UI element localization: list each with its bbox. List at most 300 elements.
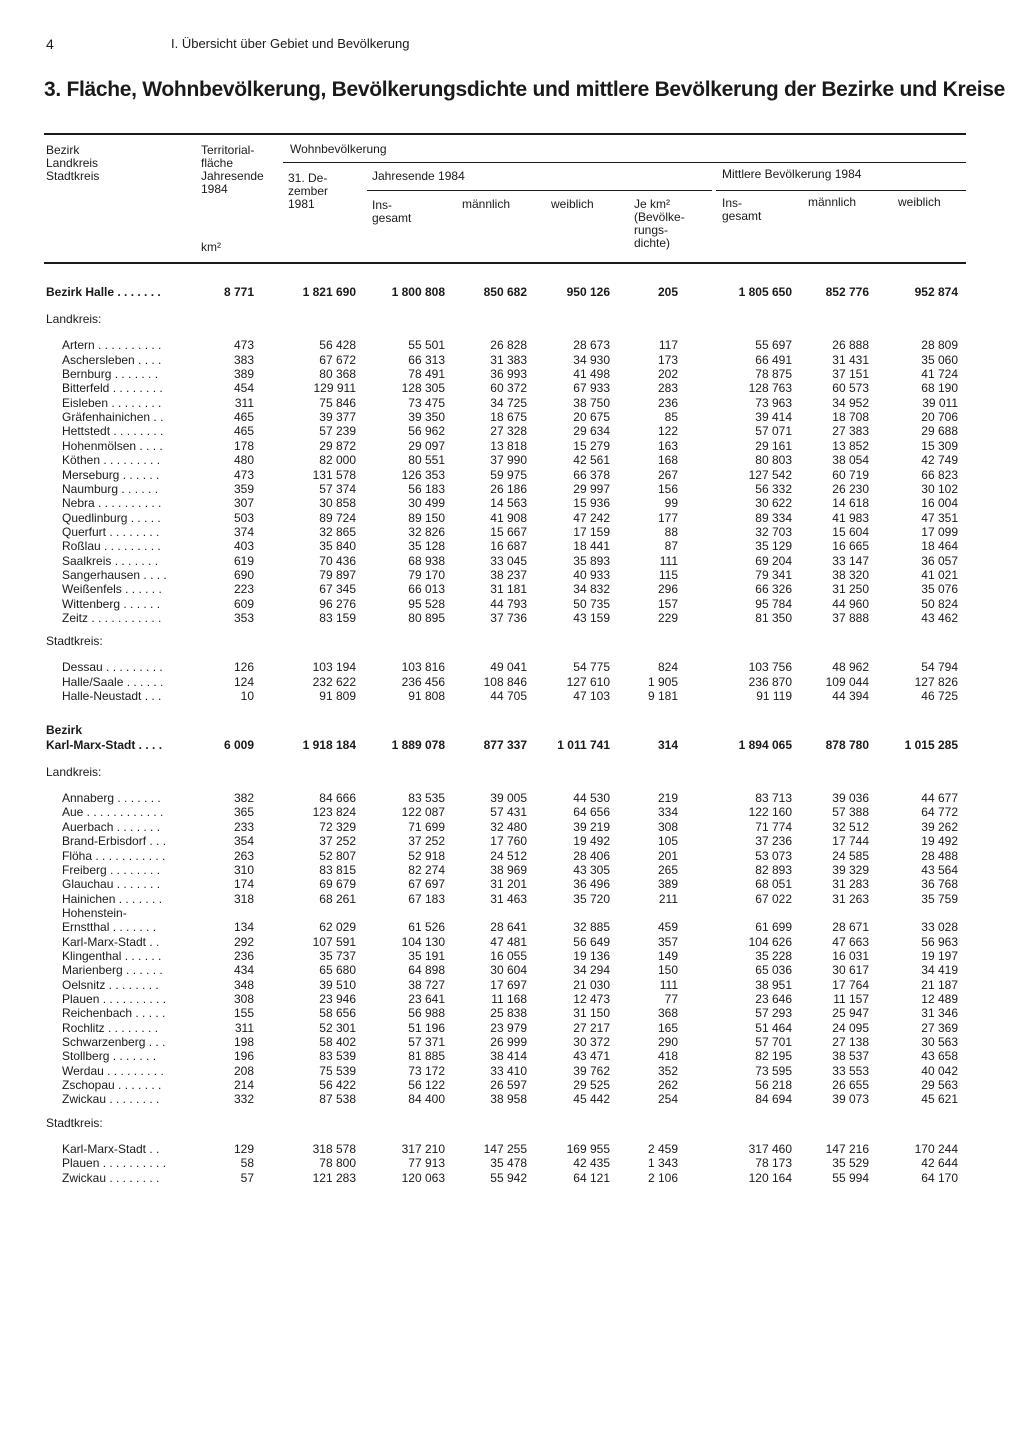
cell-flaeche: 129 bbox=[233, 1141, 254, 1156]
cell-dez-1981: 23 946 bbox=[319, 992, 356, 1006]
cell-insgesamt: 89 150 bbox=[408, 510, 445, 525]
cell-insgesamt: 95 528 bbox=[408, 596, 445, 611]
wohnbev-rule bbox=[283, 162, 966, 163]
table-row bbox=[0, 689, 1024, 703]
cell-dez-1981: 78 800 bbox=[319, 1156, 356, 1171]
cell-mittel-weiblich: 35 759 bbox=[921, 891, 958, 906]
cell-mittel-weiblich: 29 563 bbox=[921, 1078, 958, 1093]
cell-mittel-maennlich: 26 655 bbox=[832, 1078, 869, 1093]
cell-dichte: 177 bbox=[657, 510, 678, 525]
cell-dez-1981: 68 261 bbox=[319, 891, 356, 906]
cell-flaeche: 353 bbox=[233, 611, 254, 625]
cell-weiblich: 66 378 bbox=[573, 467, 610, 482]
table-row bbox=[0, 424, 1024, 438]
cell-dez-1981: 62 029 bbox=[319, 920, 356, 935]
cell-weiblich: 35 893 bbox=[573, 553, 610, 568]
table-row bbox=[0, 920, 1024, 934]
cell-mittel-insgesamt: 104 626 bbox=[748, 934, 792, 949]
cell-mittel-maennlich: 60 573 bbox=[832, 381, 869, 396]
table-row bbox=[0, 877, 1024, 891]
cell-dichte: 150 bbox=[657, 963, 678, 978]
cell-dez-1981: 87 538 bbox=[319, 1092, 356, 1107]
cell-weiblich: 39 219 bbox=[573, 819, 610, 834]
cell-maennlich: 34 725 bbox=[490, 395, 527, 410]
cell-mittel-insgesamt: 71 774 bbox=[755, 819, 792, 834]
cell-mittel-weiblich: 15 309 bbox=[921, 438, 958, 453]
cell-mittel-insgesamt: 35 228 bbox=[755, 948, 792, 963]
cell-insgesamt: 35 128 bbox=[408, 539, 445, 554]
row-label: Zwickau . . . . . . . . bbox=[62, 1170, 160, 1185]
cell-mittel-weiblich: 30 102 bbox=[921, 481, 958, 496]
cell-weiblich: 34 294 bbox=[573, 963, 610, 978]
cell-maennlich: 17 697 bbox=[490, 977, 527, 992]
cell-dichte: 229 bbox=[657, 611, 678, 625]
cell-flaeche: 198 bbox=[233, 1035, 254, 1050]
cell-weiblich: 12 473 bbox=[573, 992, 610, 1006]
cell-mittel-weiblich: 18 464 bbox=[921, 539, 958, 554]
cell-mittel-insgesamt: 67 022 bbox=[755, 891, 792, 906]
cell-mittel-maennlich: 15 604 bbox=[832, 524, 869, 539]
cell-mittel-maennlich: 109 044 bbox=[825, 674, 869, 689]
top-rule bbox=[44, 133, 966, 135]
cell-dez-1981: 96 276 bbox=[319, 596, 356, 611]
cell-mittel-weiblich: 42 749 bbox=[921, 453, 958, 468]
cell-weiblich: 38 750 bbox=[573, 395, 610, 410]
row-label: Karl-Marx-Stadt . . bbox=[62, 1141, 160, 1156]
cell-flaeche: 359 bbox=[233, 481, 254, 496]
cell-mittel-insgesamt: 35 129 bbox=[755, 539, 792, 554]
cell-maennlich: 39 005 bbox=[490, 791, 527, 806]
row-label: Wittenberg . . . . . . bbox=[62, 596, 161, 611]
cell-weiblich: 17 159 bbox=[573, 524, 610, 539]
table-row bbox=[0, 906, 1024, 920]
cell-mittel-maennlich: 27 138 bbox=[832, 1035, 869, 1050]
cell-dichte: 105 bbox=[657, 834, 678, 849]
cell-dez-1981: 52 807 bbox=[319, 848, 356, 863]
cell-insgesamt: 57 371 bbox=[408, 1035, 445, 1050]
cell-flaeche: 354 bbox=[233, 834, 254, 849]
cell-mittel-insgesamt: 317 460 bbox=[748, 1141, 792, 1156]
row-label: Schwarzenberg . . . bbox=[62, 1035, 166, 1050]
cell-weiblich: 29 634 bbox=[573, 424, 610, 439]
cell-maennlich: 57 431 bbox=[490, 805, 527, 820]
cell-mittel-maennlich: 38 320 bbox=[832, 567, 869, 582]
table-row bbox=[0, 963, 1024, 977]
cell-flaeche: 214 bbox=[233, 1078, 254, 1093]
row-label: Flöha . . . . . . . . . . . bbox=[62, 848, 166, 863]
cell-weiblich: 56 649 bbox=[573, 934, 610, 949]
col-header-bezirk: Bezirk Landkreis Stadtkreis bbox=[46, 143, 100, 183]
table-row bbox=[0, 949, 1024, 963]
cell-dez-1981: 232 622 bbox=[312, 674, 356, 689]
table-row bbox=[0, 660, 1024, 674]
bezirk-total-row bbox=[0, 738, 1024, 752]
cell-weiblich: 31 150 bbox=[573, 1006, 610, 1021]
cell-mittel-insgesamt: 55 697 bbox=[755, 338, 792, 353]
cell-mittel-insgesamt: 1 805 650 bbox=[738, 285, 792, 299]
cell-dichte: 156 bbox=[657, 481, 678, 496]
row-label: Karl-Marx-Stadt . . bbox=[62, 934, 160, 949]
cell-mittel-weiblich: 12 489 bbox=[921, 992, 958, 1006]
cell-weiblich: 34 930 bbox=[573, 352, 610, 367]
col-header-mittlere-maennlich: männlich bbox=[808, 195, 857, 209]
cell-maennlich: 14 563 bbox=[490, 496, 527, 511]
cell-mittel-maennlich: 33 553 bbox=[832, 1063, 869, 1078]
cell-maennlich: 24 512 bbox=[490, 848, 527, 863]
cell-dichte: 117 bbox=[658, 338, 678, 353]
cell-mittel-insgesamt: 69 204 bbox=[755, 553, 792, 568]
cell-mittel-weiblich: 64 772 bbox=[921, 805, 958, 820]
row-label: Brand-Erbisdorf . . . bbox=[62, 834, 167, 849]
cell-mittel-insgesamt: 128 763 bbox=[748, 381, 792, 396]
cell-weiblich: 19 492 bbox=[573, 834, 610, 849]
cell-mittel-maennlich: 878 780 bbox=[825, 737, 869, 752]
cell-insgesamt: 66 013 bbox=[408, 582, 445, 597]
cell-mittel-maennlich: 13 852 bbox=[832, 438, 869, 453]
cell-mittel-weiblich: 47 351 bbox=[921, 510, 958, 525]
cell-mittel-weiblich: 127 826 bbox=[914, 674, 958, 689]
cell-mittel-insgesamt: 39 414 bbox=[755, 410, 792, 425]
cell-dez-1981: 131 578 bbox=[312, 467, 356, 482]
row-label: Karl-Marx-Stadt . . . . bbox=[46, 737, 163, 752]
cell-mittel-maennlich: 26 888 bbox=[832, 338, 869, 353]
table-row bbox=[0, 1092, 1024, 1106]
cell-dez-1981: 57 374 bbox=[319, 481, 356, 496]
row-label: Gräfenhainichen . . bbox=[62, 410, 164, 425]
table-row bbox=[0, 820, 1024, 834]
col-header-km2: km² bbox=[201, 240, 221, 254]
cell-mittel-weiblich: 44 677 bbox=[921, 791, 958, 806]
cell-weiblich: 15 936 bbox=[573, 496, 610, 511]
table-row bbox=[0, 834, 1024, 848]
cell-dez-1981: 83 539 bbox=[319, 1049, 356, 1064]
cell-mittel-insgesamt: 37 236 bbox=[755, 834, 792, 849]
cell-insgesamt: 1 800 808 bbox=[391, 285, 445, 299]
cell-mittel-maennlich: 41 983 bbox=[832, 510, 869, 525]
cell-insgesamt: 73 475 bbox=[408, 395, 445, 410]
row-label: Rochlitz . . . . . . . . bbox=[62, 1020, 159, 1035]
cell-maennlich: 49 041 bbox=[490, 660, 527, 675]
cell-weiblich: 36 496 bbox=[573, 877, 610, 892]
cell-mittel-insgesamt: 56 332 bbox=[755, 481, 792, 496]
cell-dez-1981: 75 539 bbox=[319, 1063, 356, 1078]
cell-maennlich: 26 597 bbox=[490, 1078, 527, 1093]
cell-insgesamt: 1 889 078 bbox=[391, 737, 445, 752]
cell-mittel-weiblich: 1 015 285 bbox=[904, 737, 958, 752]
cell-insgesamt: 56 988 bbox=[408, 1006, 445, 1021]
cell-insgesamt: 66 313 bbox=[408, 352, 445, 367]
cell-mittel-insgesamt: 53 073 bbox=[755, 848, 792, 863]
cell-maennlich: 31 383 bbox=[490, 352, 527, 367]
cell-weiblich: 28 406 bbox=[573, 848, 610, 863]
cell-mittel-insgesamt: 127 542 bbox=[748, 467, 792, 482]
cell-weiblich: 39 762 bbox=[573, 1063, 610, 1078]
row-label: Dessau . . . . . . . . . bbox=[62, 660, 163, 675]
cell-weiblich: 35 720 bbox=[573, 891, 610, 906]
cell-maennlich: 30 604 bbox=[490, 963, 527, 978]
cell-mittel-weiblich: 43 462 bbox=[921, 611, 958, 625]
cell-dez-1981: 37 252 bbox=[319, 834, 356, 849]
row-label: Plauen . . . . . . . . . . bbox=[62, 1156, 167, 1171]
cell-dichte: 459 bbox=[657, 920, 678, 935]
cell-maennlich: 16 055 bbox=[490, 948, 527, 963]
cell-mittel-insgesamt: 65 036 bbox=[755, 963, 792, 978]
cell-flaeche: 292 bbox=[233, 934, 254, 949]
cell-insgesamt: 71 699 bbox=[408, 819, 445, 834]
cell-insgesamt: 30 499 bbox=[408, 496, 445, 511]
cell-mittel-weiblich: 64 170 bbox=[921, 1170, 958, 1185]
bezirk-total-row bbox=[0, 723, 1024, 737]
cell-dichte: 88 bbox=[664, 524, 678, 539]
cell-mittel-insgesamt: 122 160 bbox=[748, 805, 792, 820]
cell-weiblich: 29 525 bbox=[573, 1078, 610, 1093]
cell-maennlich: 55 942 bbox=[490, 1170, 527, 1185]
cell-maennlich: 26 999 bbox=[490, 1035, 527, 1050]
cell-maennlich: 35 478 bbox=[490, 1156, 527, 1171]
cell-maennlich: 26 186 bbox=[490, 481, 527, 496]
cell-mittel-maennlich: 852 776 bbox=[825, 285, 869, 299]
cell-dez-1981: 69 679 bbox=[319, 877, 356, 892]
cell-mittel-weiblich: 27 369 bbox=[921, 1020, 958, 1035]
cell-mittel-weiblich: 46 725 bbox=[921, 689, 958, 704]
cell-mittel-insgesamt: 56 218 bbox=[755, 1078, 792, 1093]
cell-weiblich: 64 656 bbox=[573, 805, 610, 820]
cell-dichte: 173 bbox=[657, 352, 678, 367]
cell-dichte: 211 bbox=[658, 891, 678, 906]
sub-rule-mittlere bbox=[716, 190, 966, 191]
table-title: 3. Fläche, Wohnbevölkerung, Bevölkerungsdichte und mittlere Bevölkerung der Bezirke und Kreise bbox=[44, 78, 1005, 101]
table-row bbox=[0, 805, 1024, 819]
table-row bbox=[0, 1171, 1024, 1185]
cell-insgesamt: 120 063 bbox=[401, 1170, 445, 1185]
cell-dez-1981: 57 239 bbox=[319, 424, 356, 439]
cell-mittel-insgesamt: 82 195 bbox=[755, 1049, 792, 1064]
cell-weiblich: 20 675 bbox=[573, 410, 610, 425]
cell-dichte: 122 bbox=[657, 424, 678, 439]
table-row bbox=[0, 1142, 1024, 1156]
cell-mittel-insgesamt: 38 951 bbox=[755, 977, 792, 992]
table-row bbox=[0, 568, 1024, 582]
cell-mittel-maennlich: 37 151 bbox=[832, 367, 869, 382]
row-label: Werdau . . . . . . . . . bbox=[62, 1063, 164, 1078]
cell-dichte: 368 bbox=[657, 1006, 678, 1021]
row-label: Zschopau . . . . . . . bbox=[62, 1078, 162, 1093]
cell-mittel-insgesamt: 84 694 bbox=[755, 1092, 792, 1107]
cell-mittel-maennlich: 34 952 bbox=[832, 395, 869, 410]
col-header-maennlich: männlich bbox=[462, 197, 511, 211]
cell-mittel-maennlich: 16 031 bbox=[832, 948, 869, 963]
table-row bbox=[0, 1021, 1024, 1035]
cell-mittel-insgesamt: 82 893 bbox=[755, 862, 792, 877]
cell-insgesamt: 38 727 bbox=[408, 977, 445, 992]
cell-mittel-insgesamt: 81 350 bbox=[755, 611, 792, 625]
table-row bbox=[0, 849, 1024, 863]
row-label: Köthen . . . . . . . . . bbox=[62, 453, 161, 468]
cell-weiblich: 44 530 bbox=[573, 791, 610, 806]
cell-mittel-maennlich: 16 665 bbox=[832, 539, 869, 554]
cell-dichte: 149 bbox=[657, 948, 678, 963]
section-label: Landkreis: bbox=[46, 765, 102, 780]
table-row bbox=[0, 539, 1024, 553]
cell-dichte: 314 bbox=[657, 737, 678, 752]
cell-mittel-insgesamt: 79 341 bbox=[755, 567, 792, 582]
cell-flaeche: 403 bbox=[233, 539, 254, 554]
cell-flaeche: 311 bbox=[234, 395, 254, 410]
cell-flaeche: 690 bbox=[233, 567, 254, 582]
row-label: Roßlau . . . . . . . . . bbox=[62, 539, 161, 554]
cell-dichte: 219 bbox=[657, 791, 678, 806]
cell-dichte: 111 bbox=[659, 553, 678, 568]
cell-dichte: 254 bbox=[657, 1092, 678, 1107]
row-label: Ernstthal . . . . . . . bbox=[62, 920, 157, 935]
cell-flaeche: 263 bbox=[233, 848, 254, 863]
bezirk-total-row bbox=[0, 285, 1024, 299]
cell-dez-1981: 58 656 bbox=[319, 1006, 356, 1021]
row-label: Artern . . . . . . . . . . bbox=[62, 338, 162, 353]
cell-flaeche: 58 bbox=[240, 1156, 254, 1171]
cell-mittel-weiblich: 50 824 bbox=[921, 596, 958, 611]
cell-dez-1981: 56 422 bbox=[319, 1078, 356, 1093]
cell-dichte: 205 bbox=[657, 285, 678, 299]
cell-mittel-insgesamt: 80 803 bbox=[755, 453, 792, 468]
cell-flaeche: 318 bbox=[233, 891, 254, 906]
row-label: Klingenthal . . . . . . bbox=[62, 948, 162, 963]
cell-maennlich: 31 463 bbox=[490, 891, 527, 906]
sub-rule-jahresende bbox=[367, 190, 712, 191]
cell-flaeche: 473 bbox=[233, 467, 254, 482]
table-row bbox=[0, 675, 1024, 689]
cell-dez-1981: 70 436 bbox=[319, 553, 356, 568]
row-label: Bezirk Halle . . . . . . . bbox=[46, 285, 161, 299]
row-label: Eisleben . . . . . . . . bbox=[62, 395, 162, 410]
cell-maennlich: 15 667 bbox=[490, 524, 527, 539]
cell-dez-1981: 32 865 bbox=[319, 524, 356, 539]
cell-mittel-weiblich: 19 197 bbox=[921, 948, 958, 963]
cell-dez-1981: 72 329 bbox=[319, 819, 356, 834]
row-label: Hainichen . . . . . . . bbox=[62, 891, 163, 906]
col-header-mittlere-bevoelkerung: Mittlere Bevölkerung 1984 bbox=[722, 167, 862, 181]
cell-weiblich: 42 435 bbox=[573, 1156, 610, 1171]
cell-insgesamt: 236 456 bbox=[401, 674, 445, 689]
row-label: Aue . . . . . . . . . . . . bbox=[62, 805, 164, 820]
cell-flaeche: 503 bbox=[233, 510, 254, 525]
cell-mittel-weiblich: 29 688 bbox=[921, 424, 958, 439]
cell-maennlich: 18 675 bbox=[490, 410, 527, 425]
cell-mittel-maennlich: 11 157 bbox=[833, 992, 869, 1006]
table-row bbox=[0, 1156, 1024, 1170]
cell-dichte: 236 bbox=[657, 395, 678, 410]
cell-mittel-insgesamt: 57 701 bbox=[755, 1035, 792, 1050]
cell-mittel-maennlich: 39 073 bbox=[832, 1092, 869, 1107]
cell-insgesamt: 104 130 bbox=[401, 934, 445, 949]
cell-insgesamt: 317 210 bbox=[401, 1141, 445, 1156]
cell-mittel-maennlich: 60 719 bbox=[832, 467, 869, 482]
cell-mittel-weiblich: 21 187 bbox=[921, 977, 958, 992]
cell-mittel-weiblich: 19 492 bbox=[921, 834, 958, 849]
cell-maennlich: 37 736 bbox=[490, 611, 527, 625]
cell-insgesamt: 103 816 bbox=[401, 660, 445, 675]
cell-dichte: 2 459 bbox=[647, 1141, 678, 1156]
cell-mittel-maennlich: 57 388 bbox=[832, 805, 869, 820]
cell-flaeche: 473 bbox=[233, 338, 254, 353]
cell-flaeche: 619 bbox=[233, 553, 254, 568]
row-label: Saalkreis . . . . . . . bbox=[62, 553, 159, 568]
cell-dez-1981: 39 510 bbox=[319, 977, 356, 992]
cell-flaeche: 465 bbox=[233, 410, 254, 425]
table-row bbox=[0, 1035, 1024, 1049]
table-row bbox=[0, 892, 1024, 906]
cell-flaeche: 348 bbox=[233, 977, 254, 992]
cell-mittel-insgesamt: 95 784 bbox=[755, 596, 792, 611]
cell-maennlich: 41 908 bbox=[490, 510, 527, 525]
cell-weiblich: 950 126 bbox=[566, 285, 610, 299]
cell-flaeche: 454 bbox=[233, 381, 254, 396]
cell-dichte: 163 bbox=[657, 438, 678, 453]
cell-dez-1981: 1 821 690 bbox=[302, 285, 356, 299]
cell-mittel-weiblich: 40 042 bbox=[921, 1063, 958, 1078]
cell-flaeche: 389 bbox=[233, 367, 254, 382]
col-header-mittlere-weiblich: weiblich bbox=[898, 195, 941, 209]
cell-mittel-maennlich: 48 962 bbox=[832, 660, 869, 675]
cell-mittel-maennlich: 14 618 bbox=[832, 496, 869, 511]
cell-flaeche: 8 771 bbox=[223, 285, 254, 299]
cell-weiblich: 43 305 bbox=[573, 862, 610, 877]
cell-mittel-insgesamt: 66 326 bbox=[755, 582, 792, 597]
cell-mittel-insgesamt: 57 071 bbox=[755, 424, 792, 439]
cell-weiblich: 50 735 bbox=[573, 596, 610, 611]
cell-mittel-maennlich: 38 054 bbox=[832, 453, 869, 468]
cell-insgesamt: 122 087 bbox=[401, 805, 445, 820]
cell-maennlich: 23 979 bbox=[490, 1020, 527, 1035]
table-row bbox=[0, 511, 1024, 525]
cell-insgesamt: 79 170 bbox=[408, 567, 445, 582]
cell-mittel-weiblich: 36 768 bbox=[921, 877, 958, 892]
section-label: Stadtkreis: bbox=[46, 1115, 103, 1130]
section-label: Stadtkreis: bbox=[46, 634, 103, 649]
row-label: Plauen . . . . . . . . . . bbox=[62, 992, 167, 1006]
row-label: Aschersleben . . . . bbox=[62, 352, 162, 367]
cell-insgesamt: 56 122 bbox=[408, 1078, 445, 1093]
table-row bbox=[0, 396, 1024, 410]
cell-dez-1981: 35 840 bbox=[319, 539, 356, 554]
section-label: Landkreis: bbox=[46, 312, 102, 327]
cell-mittel-weiblich: 42 644 bbox=[921, 1156, 958, 1171]
cell-weiblich: 47 103 bbox=[573, 689, 610, 704]
cell-mittel-insgesamt: 78 173 bbox=[755, 1156, 792, 1171]
cell-dichte: 9 181 bbox=[647, 689, 678, 704]
cell-dichte: 357 bbox=[657, 934, 678, 949]
cell-maennlich: 47 481 bbox=[490, 934, 527, 949]
cell-mittel-weiblich: 45 621 bbox=[921, 1092, 958, 1107]
cell-dichte: 267 bbox=[657, 467, 678, 482]
table-row bbox=[0, 1078, 1024, 1092]
cell-dichte: 202 bbox=[657, 367, 678, 382]
cell-mittel-weiblich: 34 419 bbox=[921, 963, 958, 978]
cell-mittel-weiblich: 30 563 bbox=[921, 1035, 958, 1050]
cell-mittel-insgesamt: 51 464 bbox=[755, 1020, 792, 1035]
cell-insgesamt: 91 808 bbox=[408, 689, 445, 704]
table-row bbox=[0, 611, 1024, 625]
cell-flaeche: 382 bbox=[233, 791, 254, 806]
table-row bbox=[0, 597, 1024, 611]
table-row bbox=[0, 1049, 1024, 1063]
cell-dez-1981: 83 815 bbox=[319, 862, 356, 877]
cell-mittel-weiblich: 20 706 bbox=[921, 410, 958, 425]
row-label: Auerbach . . . . . . . bbox=[62, 819, 161, 834]
cell-dez-1981: 39 377 bbox=[319, 410, 356, 425]
row-label: Zeitz . . . . . . . . . . . bbox=[62, 611, 162, 625]
cell-mittel-weiblich: 66 823 bbox=[921, 467, 958, 482]
